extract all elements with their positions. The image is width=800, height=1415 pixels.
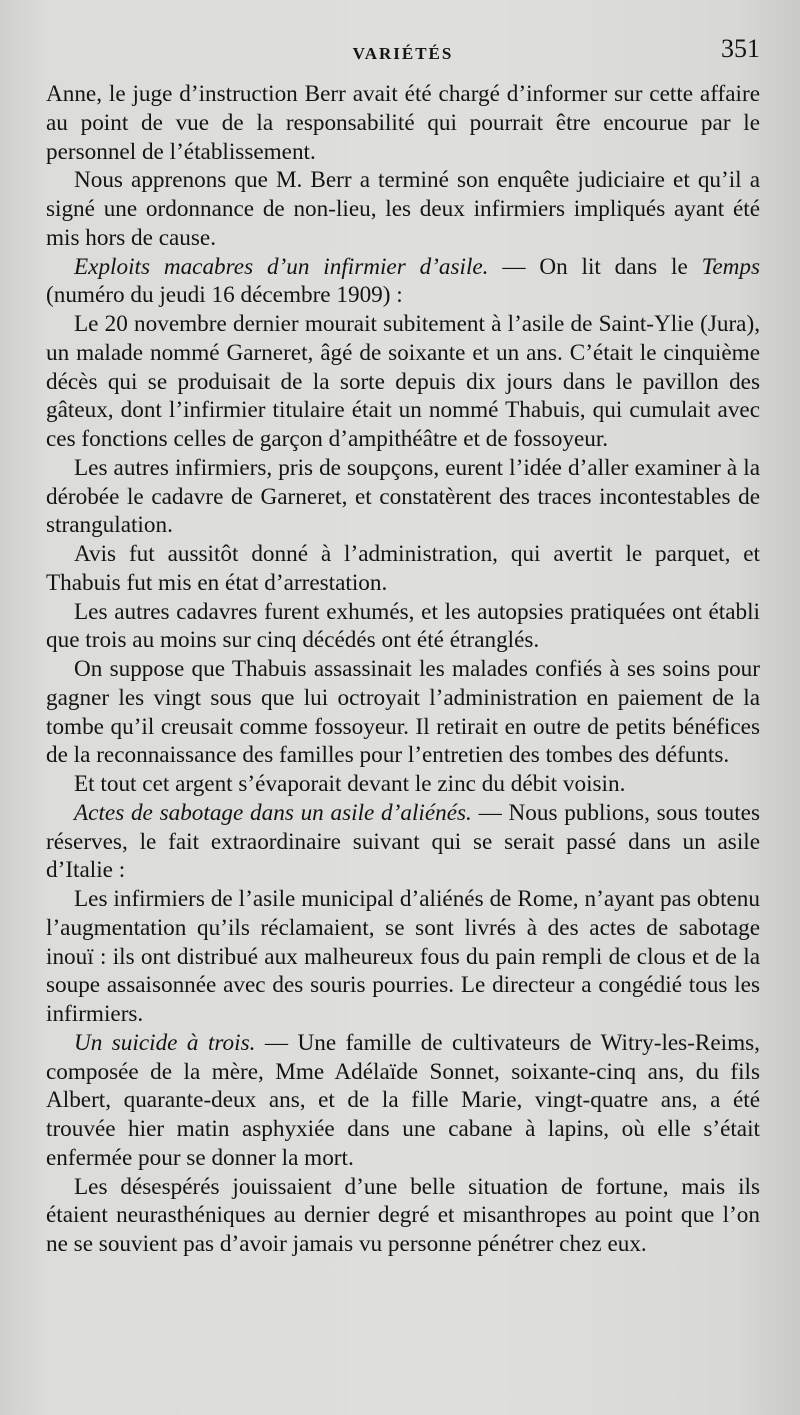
paragraph: Les autres cadavres furent exhumés, et les autopsies pratiquées ont établi que trois au moins sur cinq décédés ont été étranglés. [46,598,760,654]
paragraph: Avis fut aussitôt donné à l’administration, qui avertit le parquet, et Thabuis fut mis en état d’arrestation. [46,541,760,596]
paragraph: Actes de sabotage dans un asile d’aliénés. — Nous publions, sous toutes réserves, le fait extraordinaire suivant qui se serait passé dans un asile d’Italie : [46,799,760,884]
page-number: 351 [721,34,760,63]
paragraph: Un suicide à trois. — Une famille de cultivateurs de Witry-les-Reims, composée de la mère, Mme Adélaïde Sonnet, soixante-cinq ans, du fils Albert, quarante-deux ans, et de la fille Marie, vingt-quatre ans, a été trouvée hier matin asphyxiée dans une cabane à lapins, où elle s’était enfermée pour se donner la mort. [46,1029,760,1171]
section-title: Un suicide à trois. [74,1029,256,1056]
page-header [46,34,760,74]
paragraph: Les infirmiers de l’asile municipal d’aliénés de Rome, n’ayant pas obtenu l’augmentation qu’ils réclamaient, se sont livrés à des actes de sabotage inouï : ils ont distribué aux malheureux fous du pain rempli de clous et de la soupe assaisonnée avec des souris pourries. Le directeur a congédié tous les infirmiers. [46,886,760,1027]
paragraph: Les désespérés jouissaient d’une belle situation de fortune, mais ils étaient neurasthéniques au dernier degré et misanthropes au point que l’on ne se souvient pas d’avoir jamais vu personne pénétrer chez eux. [46,1173,760,1257]
paragraph: On suppose que Thabuis assassinait les malades confiés à ses soins pour gagner les vingt sous que lui octroyait l’administration en paiement de la tombe qu’il creusait comme fossoyeur. Il retirait en outre de petits bénéfices de la reconnaissance des familles pour l’entretien des tombes des défunts. [46,656,760,769]
paragraph: Anne, le juge d’instruction Berr avait été chargé d’informer sur cette affaire au point de vue de la responsabilité qui pourrait être encourue par le personnel de l’établissement. [46,81,760,165]
section-title: Actes de sabotage dans un asile d’aliénés. [74,799,472,826]
paragraph: Exploits macabres d’un infirmier d’asile. — On lit dans le Temps (numéro du jeudi 16 décembre 1909) : [46,253,760,309]
running-head: VARIÉTÉS [352,44,454,63]
paragraph: Le 20 novembre dernier mourait subitement à l’asile de Saint-Ylie (Jura), un malade nommé Garneret, âgé de soixante et un ans. C’était le cinquième décès qui se produisait de la sorte depuis dix jours dans le pavillon des gâteux, dont l’infirmier titulaire était un nommé Thabuis, qui cumulait avec ces fonctions celles de garçon d’ampithéâtre et de fossoyeur. [46,311,760,452]
paragraph: Et tout cet argent s’évaporait devant le zinc du débit voisin. [74,771,626,797]
newspaper-name: Temps [701,253,760,280]
paragraph: Nous apprenons que M. Berr a terminé son enquête judiciaire et qu’il a signé une ordonnance de non-lieu, les deux infirmiers impliqués ayant été mis hors de cause. [46,167,760,251]
paragraph: Les autres infirmiers, pris de soupçons, eurent l’idée d’aller examiner à la dérobée le cadavre de Garneret, et constatèrent des traces incontestables de strangulation. [46,454,760,539]
section-title: Exploits macabres d’un infirmier d’asile. [74,253,489,280]
page-body [46,80,760,1259]
